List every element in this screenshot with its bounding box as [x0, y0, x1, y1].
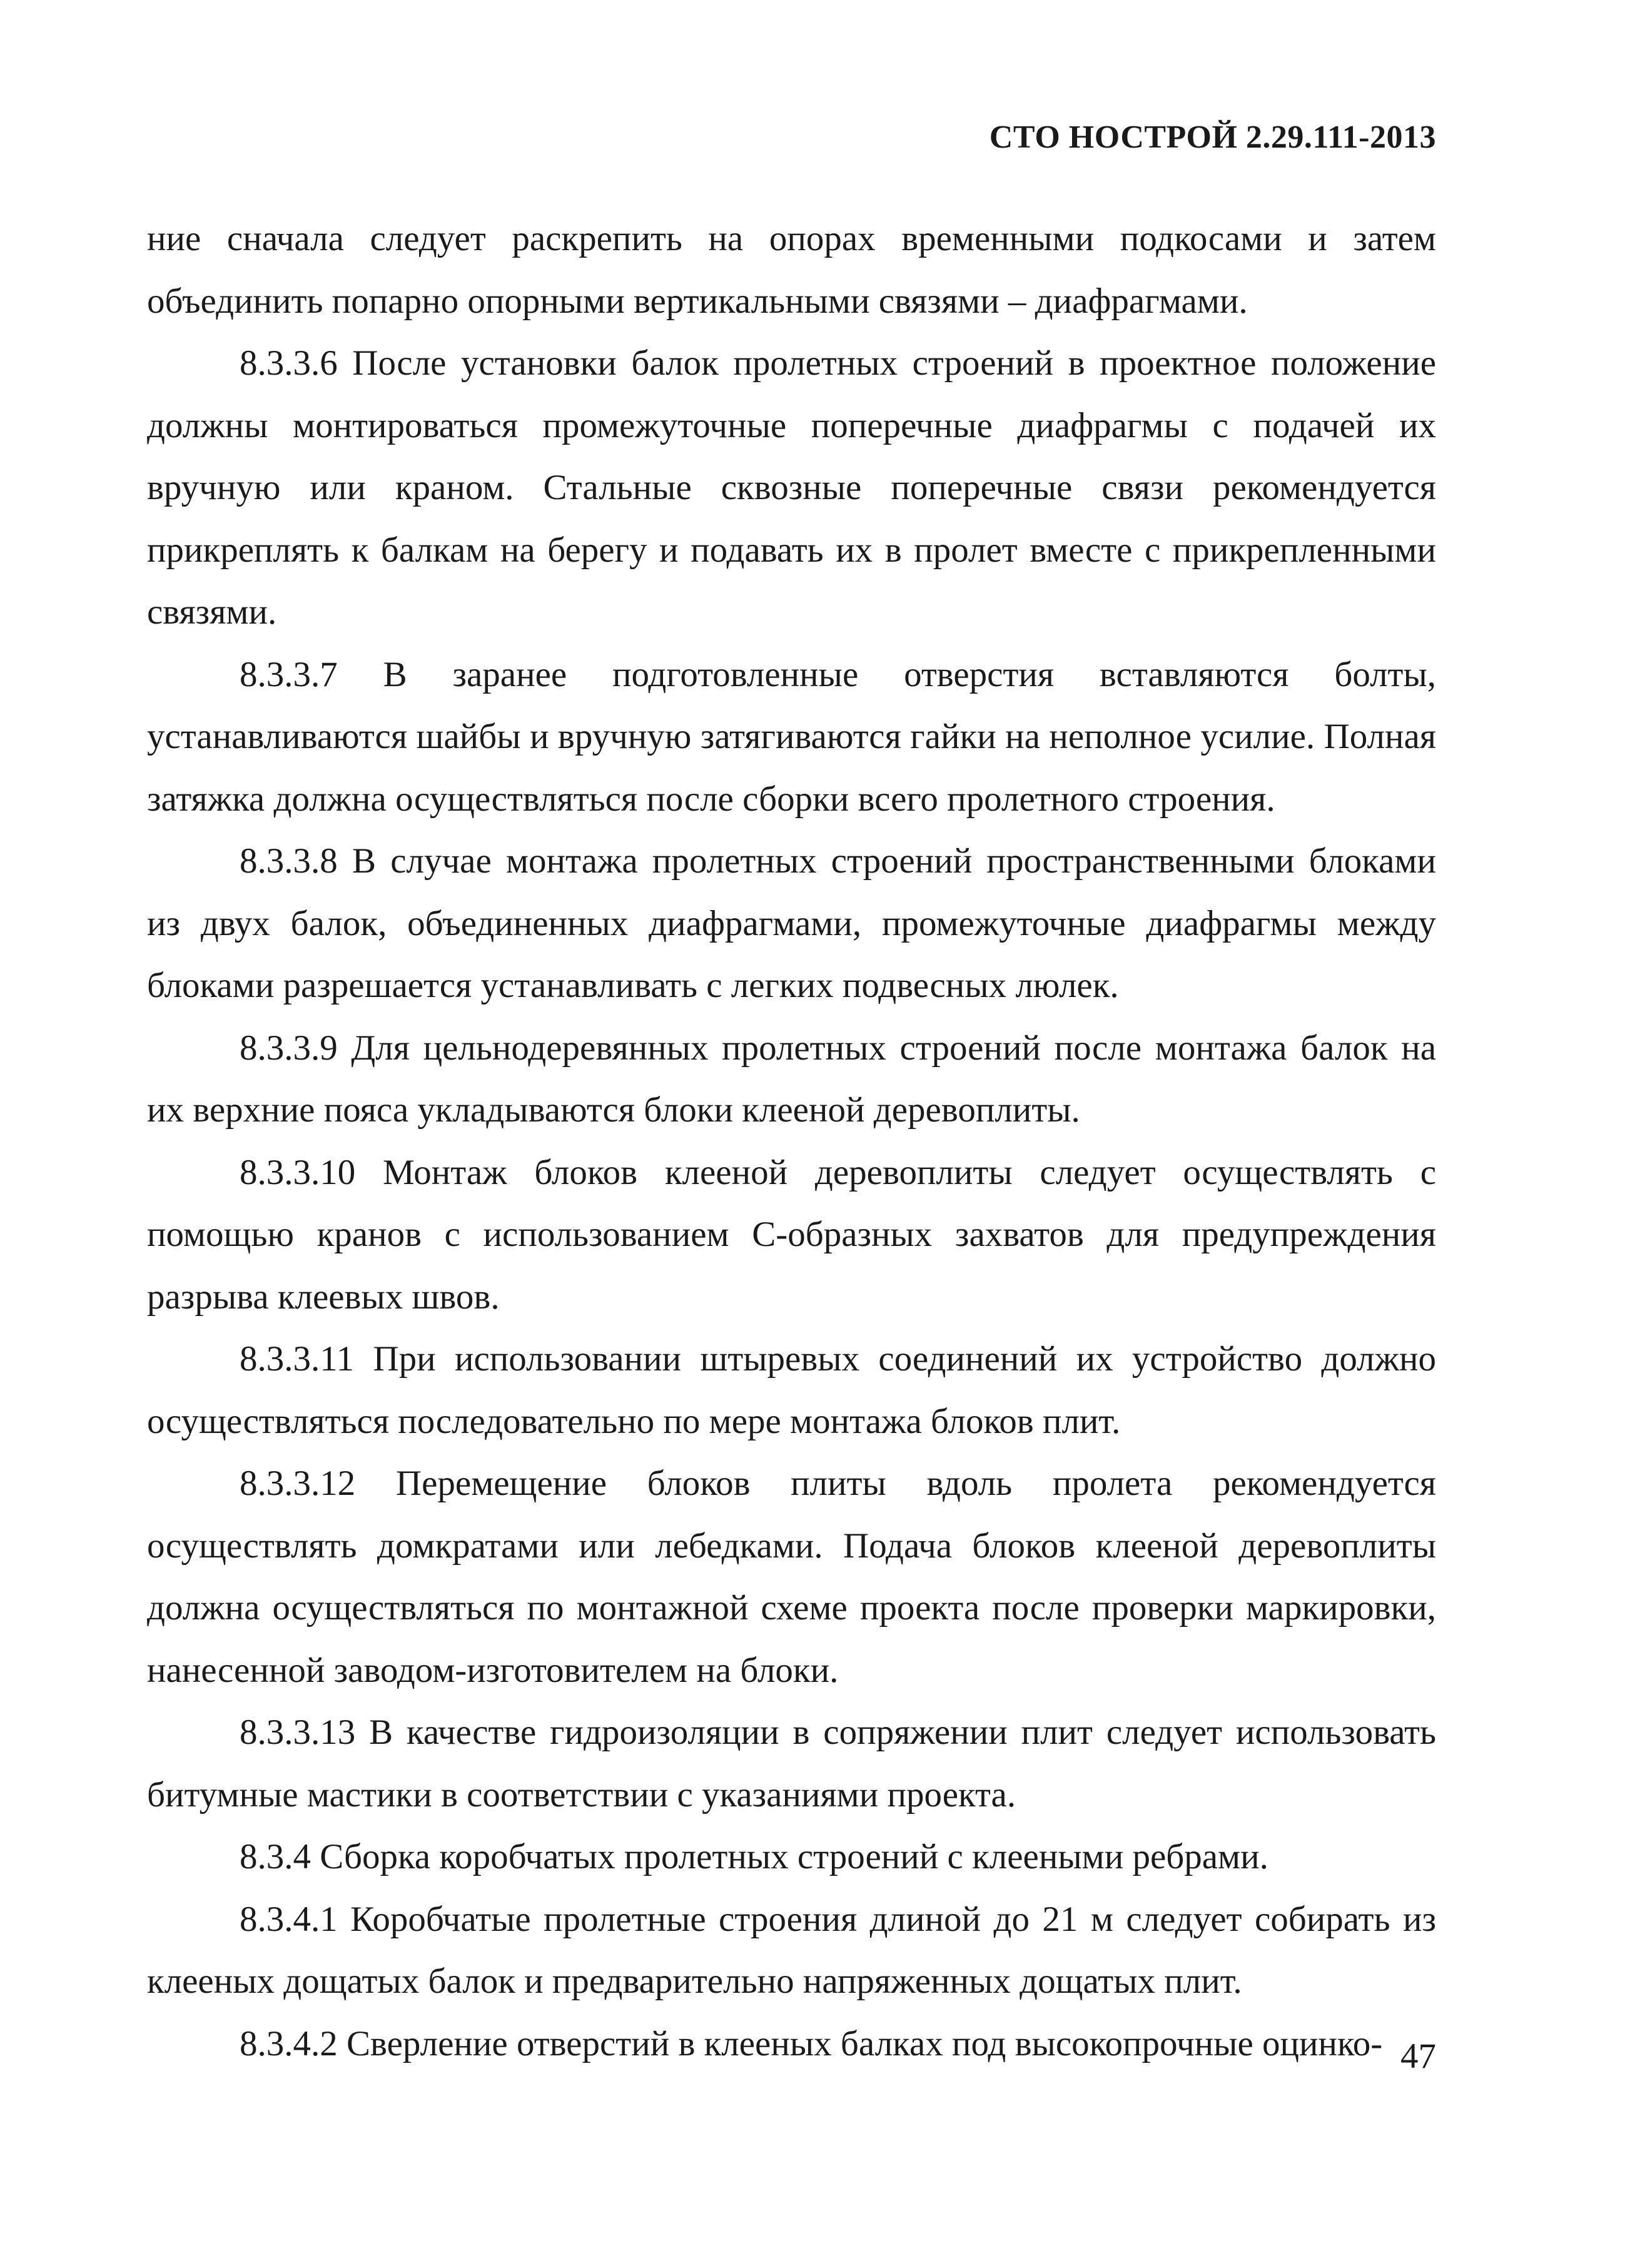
paragraph-8-3-4: 8.3.4 Сборка коробчатых пролетных строений с клееными ребрами.	[240, 1837, 1268, 1876]
paragraph-8-3-3-8: 8.3.3.8 В случае монтажа пролетных строений пространственными блоками из двух балок, объединенных диафрагмами, промежуточные диафрагмы между блоками разрешается устанавливать с легких подвесных люлек.	[147, 841, 1436, 1005]
document-body	[147, 208, 1436, 2075]
paragraph-8-3-3-13: 8.3.3.13 В качестве гидроизоляции в сопряжении плит следует использовать битумные мастики в соответствии с указаниями проекта.	[147, 1713, 1436, 1815]
paragraph-8-3-3-11: 8.3.3.11 При использовании штыревых соединений их устройство должно осуществляться последовательно по мере монтажа блоков плит.	[147, 1339, 1436, 1441]
paragraph-continuation: ние сначала следует раскрепить на опорах временными подкосами и затем объединить попарно опорными вертикальными связями – диафрагмами.	[147, 219, 1436, 321]
paragraph-8-3-3-10: 8.3.3.10 Монтаж блоков клееной деревоплиты следует осуществлять с помощью кранов с использованием С-образных захватов для предупреждения разрыва клеевых швов.	[147, 1152, 1436, 1317]
page-number: 47	[1400, 2037, 1436, 2076]
paragraph-8-3-4-1: 8.3.4.1 Коробчатые пролетные строения длиной до 21 м следует собирать из клееных дощатых балок и предварительно напряженных дощатых плит.	[147, 1899, 1436, 2001]
paragraph-8-3-3-9: 8.3.3.9 Для цельнодеревянных пролетных строений после монтажа балок на их верхние пояса укладываются блоки клееной деревоплиты.	[147, 1028, 1436, 1130]
paragraph-8-3-3-12: 8.3.3.12 Перемещение блоков плиты вдоль пролета рекомендуется осуществлять домкратами или лебедками. Подача блоков клееной деревоплиты должна осуществляться по монтажной схеме проекта после проверки маркировки, нанесенной заводом-изготовителем на блоки.	[147, 1464, 1436, 1690]
paragraph-8-3-3-7: 8.3.3.7 В заранее подготовленные отверстия вставляются болты, устанавливаются шайбы и вручную затягиваются гайки на неполное усилие. Полная затяжка должна осуществляться после сборки всего пролетного строения.	[147, 654, 1436, 819]
paragraph-8-3-4-2: 8.3.4.2 Сверление отверстий в клееных балках под высокопрочные оцинко-	[240, 2023, 1383, 2063]
document-header: СТО НОСТРОЙ 2.29.111-2013	[989, 119, 1436, 155]
paragraph-8-3-3-6: 8.3.3.6 После установки балок пролетных строений в проектное положение должны монтироваться промежуточные поперечные диафрагмы с подачей их вручную или краном. Стальные сквозные поперечные связи рекомендуется прикреплять к балкам на берегу и подавать их в пролет вместе с прикрепленными связями.	[147, 343, 1436, 632]
